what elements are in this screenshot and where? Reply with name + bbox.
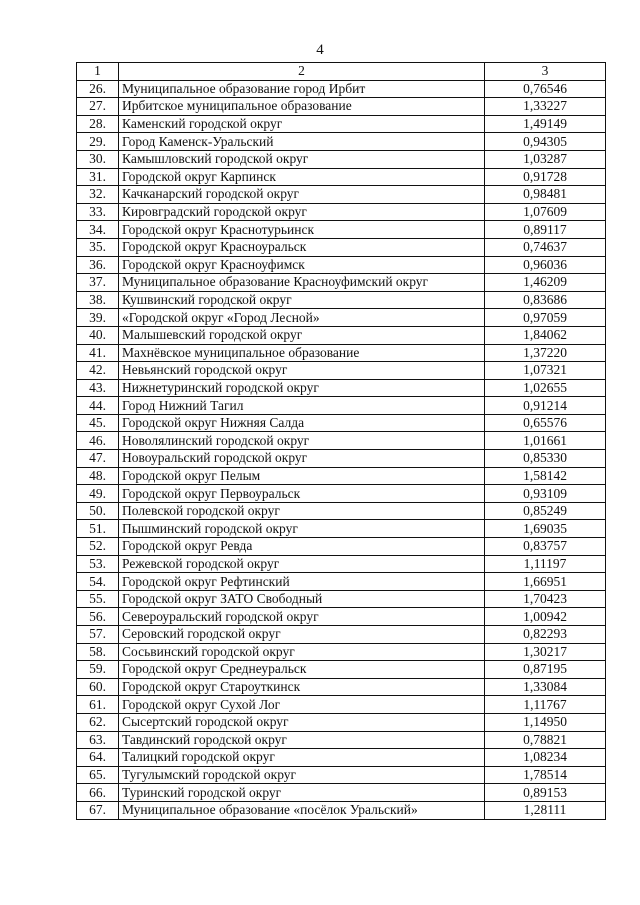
coefficient-value-cell: 0,98481 [485, 186, 606, 204]
table-row [77, 168, 606, 186]
municipality-name-cell: Невьянский городской округ [119, 362, 485, 380]
table-row [77, 520, 606, 538]
table-row [77, 485, 606, 503]
coefficient-value-cell: 0,74637 [485, 238, 606, 256]
row-number-cell: 36. [77, 256, 119, 274]
row-number-cell: 32. [77, 186, 119, 204]
row-number-cell: 29. [77, 133, 119, 151]
row-number-cell: 28. [77, 115, 119, 133]
row-number-cell: 27. [77, 98, 119, 116]
coefficient-value-cell: 0,76546 [485, 80, 606, 98]
municipality-name-cell: Городской округ ЗАТО Свободный [119, 590, 485, 608]
table-row [77, 326, 606, 344]
row-number-cell: 30. [77, 150, 119, 168]
municipality-name-cell: Кировградский городской округ [119, 203, 485, 221]
coefficient-value-cell: 1,58142 [485, 467, 606, 485]
coefficient-value-cell: 0,89153 [485, 784, 606, 802]
row-number-cell: 67. [77, 801, 119, 819]
row-number-cell: 59. [77, 661, 119, 679]
coefficient-value-cell: 1,46209 [485, 274, 606, 292]
row-number-cell: 31. [77, 168, 119, 186]
municipality-name-cell: Малышевский городской округ [119, 326, 485, 344]
table-row [77, 626, 606, 644]
row-number-cell: 46. [77, 432, 119, 450]
municipality-name-cell: Пышминский городской округ [119, 520, 485, 538]
municipality-name-cell: Муниципальное образование «посёлок Уральский» [119, 801, 485, 819]
table-row [77, 538, 606, 556]
table-row [77, 555, 606, 573]
table-row [77, 590, 606, 608]
table-row [77, 643, 606, 661]
table-header-row [77, 63, 606, 81]
municipality-name-cell: Качканарский городской округ [119, 186, 485, 204]
row-number-cell: 53. [77, 555, 119, 573]
row-number-cell: 61. [77, 696, 119, 714]
table-row [77, 661, 606, 679]
table-row [77, 696, 606, 714]
municipality-name-cell: Ирбитское муниципальное образование [119, 98, 485, 116]
coefficient-value-cell: 0,94305 [485, 133, 606, 151]
row-number-cell: 51. [77, 520, 119, 538]
municipality-name-cell: Режевской городской округ [119, 555, 485, 573]
municipality-name-cell: Город Нижний Тагил [119, 397, 485, 415]
municipality-name-cell: Городской округ Первоуральск [119, 485, 485, 503]
municipality-name-cell: Муниципальное образование город Ирбит [119, 80, 485, 98]
coefficient-value-cell: 1,14950 [485, 713, 606, 731]
coefficient-value-cell: 0,91214 [485, 397, 606, 415]
row-number-cell: 60. [77, 678, 119, 696]
table-row [77, 731, 606, 749]
table-row [77, 309, 606, 327]
table-row [77, 766, 606, 784]
table-row [77, 801, 606, 819]
table-row [77, 274, 606, 292]
coefficient-value-cell: 1,07609 [485, 203, 606, 221]
coefficient-value-cell: 0,78821 [485, 731, 606, 749]
row-number-cell: 43. [77, 379, 119, 397]
table-row [77, 150, 606, 168]
municipality-name-cell: Кушвинский городской округ [119, 291, 485, 309]
coefficient-value-cell: 1,03287 [485, 150, 606, 168]
coefficient-value-cell: 0,65576 [485, 414, 606, 432]
municipality-name-cell: Серовский городской округ [119, 626, 485, 644]
table-row [77, 203, 606, 221]
table-row [77, 379, 606, 397]
municipality-name-cell: Городской округ Краснотурьинск [119, 221, 485, 239]
row-number-cell: 35. [77, 238, 119, 256]
municipality-name-cell: Камышловский городской округ [119, 150, 485, 168]
municipality-name-cell: Городской округ Красноуральск [119, 238, 485, 256]
municipality-name-cell: Муниципальное образование Красноуфимский округ [119, 274, 485, 292]
row-number-cell: 62. [77, 713, 119, 731]
row-number-cell: 50. [77, 502, 119, 520]
coefficient-value-cell: 1,01661 [485, 432, 606, 450]
municipality-name-cell: Североуральский городской округ [119, 608, 485, 626]
coefficient-value-cell: 1,28111 [485, 801, 606, 819]
municipality-name-cell: «Городской округ «Город Лесной» [119, 309, 485, 327]
row-number-cell: 48. [77, 467, 119, 485]
table-row [77, 133, 606, 151]
coefficient-value-cell: 0,83757 [485, 538, 606, 556]
coefficient-value-cell: 1,00942 [485, 608, 606, 626]
coefficient-value-cell: 1,02655 [485, 379, 606, 397]
municipality-name-cell: Городской округ Староуткинск [119, 678, 485, 696]
table-row [77, 784, 606, 802]
coefficient-value-cell: 0,89117 [485, 221, 606, 239]
table-row [77, 98, 606, 116]
coefficient-value-cell: 0,93109 [485, 485, 606, 503]
row-number-cell: 66. [77, 784, 119, 802]
coefficient-value-cell: 1,49149 [485, 115, 606, 133]
municipality-name-cell: Городской округ Нижняя Салда [119, 414, 485, 432]
coefficient-value-cell: 0,91728 [485, 168, 606, 186]
coefficient-value-cell: 1,84062 [485, 326, 606, 344]
municipality-name-cell: Талицкий городской округ [119, 749, 485, 767]
coefficient-value-cell: 0,96036 [485, 256, 606, 274]
row-number-cell: 41. [77, 344, 119, 362]
table-row [77, 432, 606, 450]
row-number-cell: 38. [77, 291, 119, 309]
coefficient-value-cell: 1,33227 [485, 98, 606, 116]
table-row [77, 221, 606, 239]
table-row [77, 608, 606, 626]
row-number-cell: 63. [77, 731, 119, 749]
municipality-name-cell: Тугулымский городской округ [119, 766, 485, 784]
table-row [77, 678, 606, 696]
table-body [77, 63, 606, 820]
table-row [77, 186, 606, 204]
coefficient-value-cell: 1,08234 [485, 749, 606, 767]
coefficient-value-cell: 1,69035 [485, 520, 606, 538]
table-row [77, 713, 606, 731]
coefficient-value-cell: 1,66951 [485, 573, 606, 591]
row-number-cell: 33. [77, 203, 119, 221]
row-number-cell: 64. [77, 749, 119, 767]
row-number-cell: 54. [77, 573, 119, 591]
coefficient-value-cell: 1,30217 [485, 643, 606, 661]
table-row [77, 467, 606, 485]
table-row [77, 573, 606, 591]
coefficient-value-cell: 0,82293 [485, 626, 606, 644]
municipality-name-cell: Полевской городской округ [119, 502, 485, 520]
municipality-name-cell: Городской округ Пелым [119, 467, 485, 485]
row-number-cell: 55. [77, 590, 119, 608]
table-row [77, 238, 606, 256]
coefficient-value-cell: 1,70423 [485, 590, 606, 608]
row-number-cell: 42. [77, 362, 119, 380]
row-number-cell: 45. [77, 414, 119, 432]
coefficient-value-cell: 1,11767 [485, 696, 606, 714]
data-table [76, 62, 606, 820]
municipality-name-cell: Нижнетуринский городской округ [119, 379, 485, 397]
municipality-name-cell: Городской округ Ревда [119, 538, 485, 556]
coefficient-value-cell: 1,78514 [485, 766, 606, 784]
coefficient-value-cell: 0,85330 [485, 450, 606, 468]
row-number-cell: 39. [77, 309, 119, 327]
row-number-cell: 58. [77, 643, 119, 661]
table-row [77, 256, 606, 274]
coefficient-value-cell: 1,33084 [485, 678, 606, 696]
municipality-name-cell: Городской округ Рефтинский [119, 573, 485, 591]
municipality-name-cell: Туринский городской округ [119, 784, 485, 802]
coefficient-value-cell: 0,85249 [485, 502, 606, 520]
table-row [77, 450, 606, 468]
row-number-cell: 52. [77, 538, 119, 556]
column-header-1: 1 [77, 63, 119, 81]
coefficient-value-cell: 0,97059 [485, 309, 606, 327]
row-number-cell: 44. [77, 397, 119, 415]
row-number-cell: 26. [77, 80, 119, 98]
municipality-name-cell: Городской округ Красноуфимск [119, 256, 485, 274]
coefficient-value-cell: 0,87195 [485, 661, 606, 679]
column-header-3: 3 [485, 63, 606, 81]
row-number-cell: 65. [77, 766, 119, 784]
table-row [77, 344, 606, 362]
row-number-cell: 57. [77, 626, 119, 644]
coefficient-value-cell: 0,83686 [485, 291, 606, 309]
municipality-name-cell: Каменский городской округ [119, 115, 485, 133]
municipality-name-cell: Махнёвское муниципальное образование [119, 344, 485, 362]
table-row [77, 397, 606, 415]
table-row [77, 80, 606, 98]
row-number-cell: 37. [77, 274, 119, 292]
table-row [77, 414, 606, 432]
table-row [77, 502, 606, 520]
municipality-name-cell: Сосьвинский городской округ [119, 643, 485, 661]
column-header-2: 2 [119, 63, 485, 81]
page-number: 4 [316, 42, 324, 58]
table-row [77, 749, 606, 767]
municipality-name-cell: Новоуральский городской округ [119, 450, 485, 468]
row-number-cell: 34. [77, 221, 119, 239]
table-row [77, 115, 606, 133]
municipality-name-cell: Сысертский городской округ [119, 713, 485, 731]
municipality-name-cell: Тавдинский городской округ [119, 731, 485, 749]
row-number-cell: 56. [77, 608, 119, 626]
municipality-name-cell: Городской округ Сухой Лог [119, 696, 485, 714]
coefficient-value-cell: 1,07321 [485, 362, 606, 380]
municipality-name-cell: Новолялинский городской округ [119, 432, 485, 450]
municipality-name-cell: Городской округ Карпинск [119, 168, 485, 186]
table-row [77, 362, 606, 380]
row-number-cell: 40. [77, 326, 119, 344]
table-row [77, 291, 606, 309]
row-number-cell: 49. [77, 485, 119, 503]
coefficient-value-cell: 1,37220 [485, 344, 606, 362]
row-number-cell: 47. [77, 450, 119, 468]
municipality-name-cell: Городской округ Среднеуральск [119, 661, 485, 679]
municipality-name-cell: Город Каменск-Уральский [119, 133, 485, 151]
coefficient-value-cell: 1,11197 [485, 555, 606, 573]
